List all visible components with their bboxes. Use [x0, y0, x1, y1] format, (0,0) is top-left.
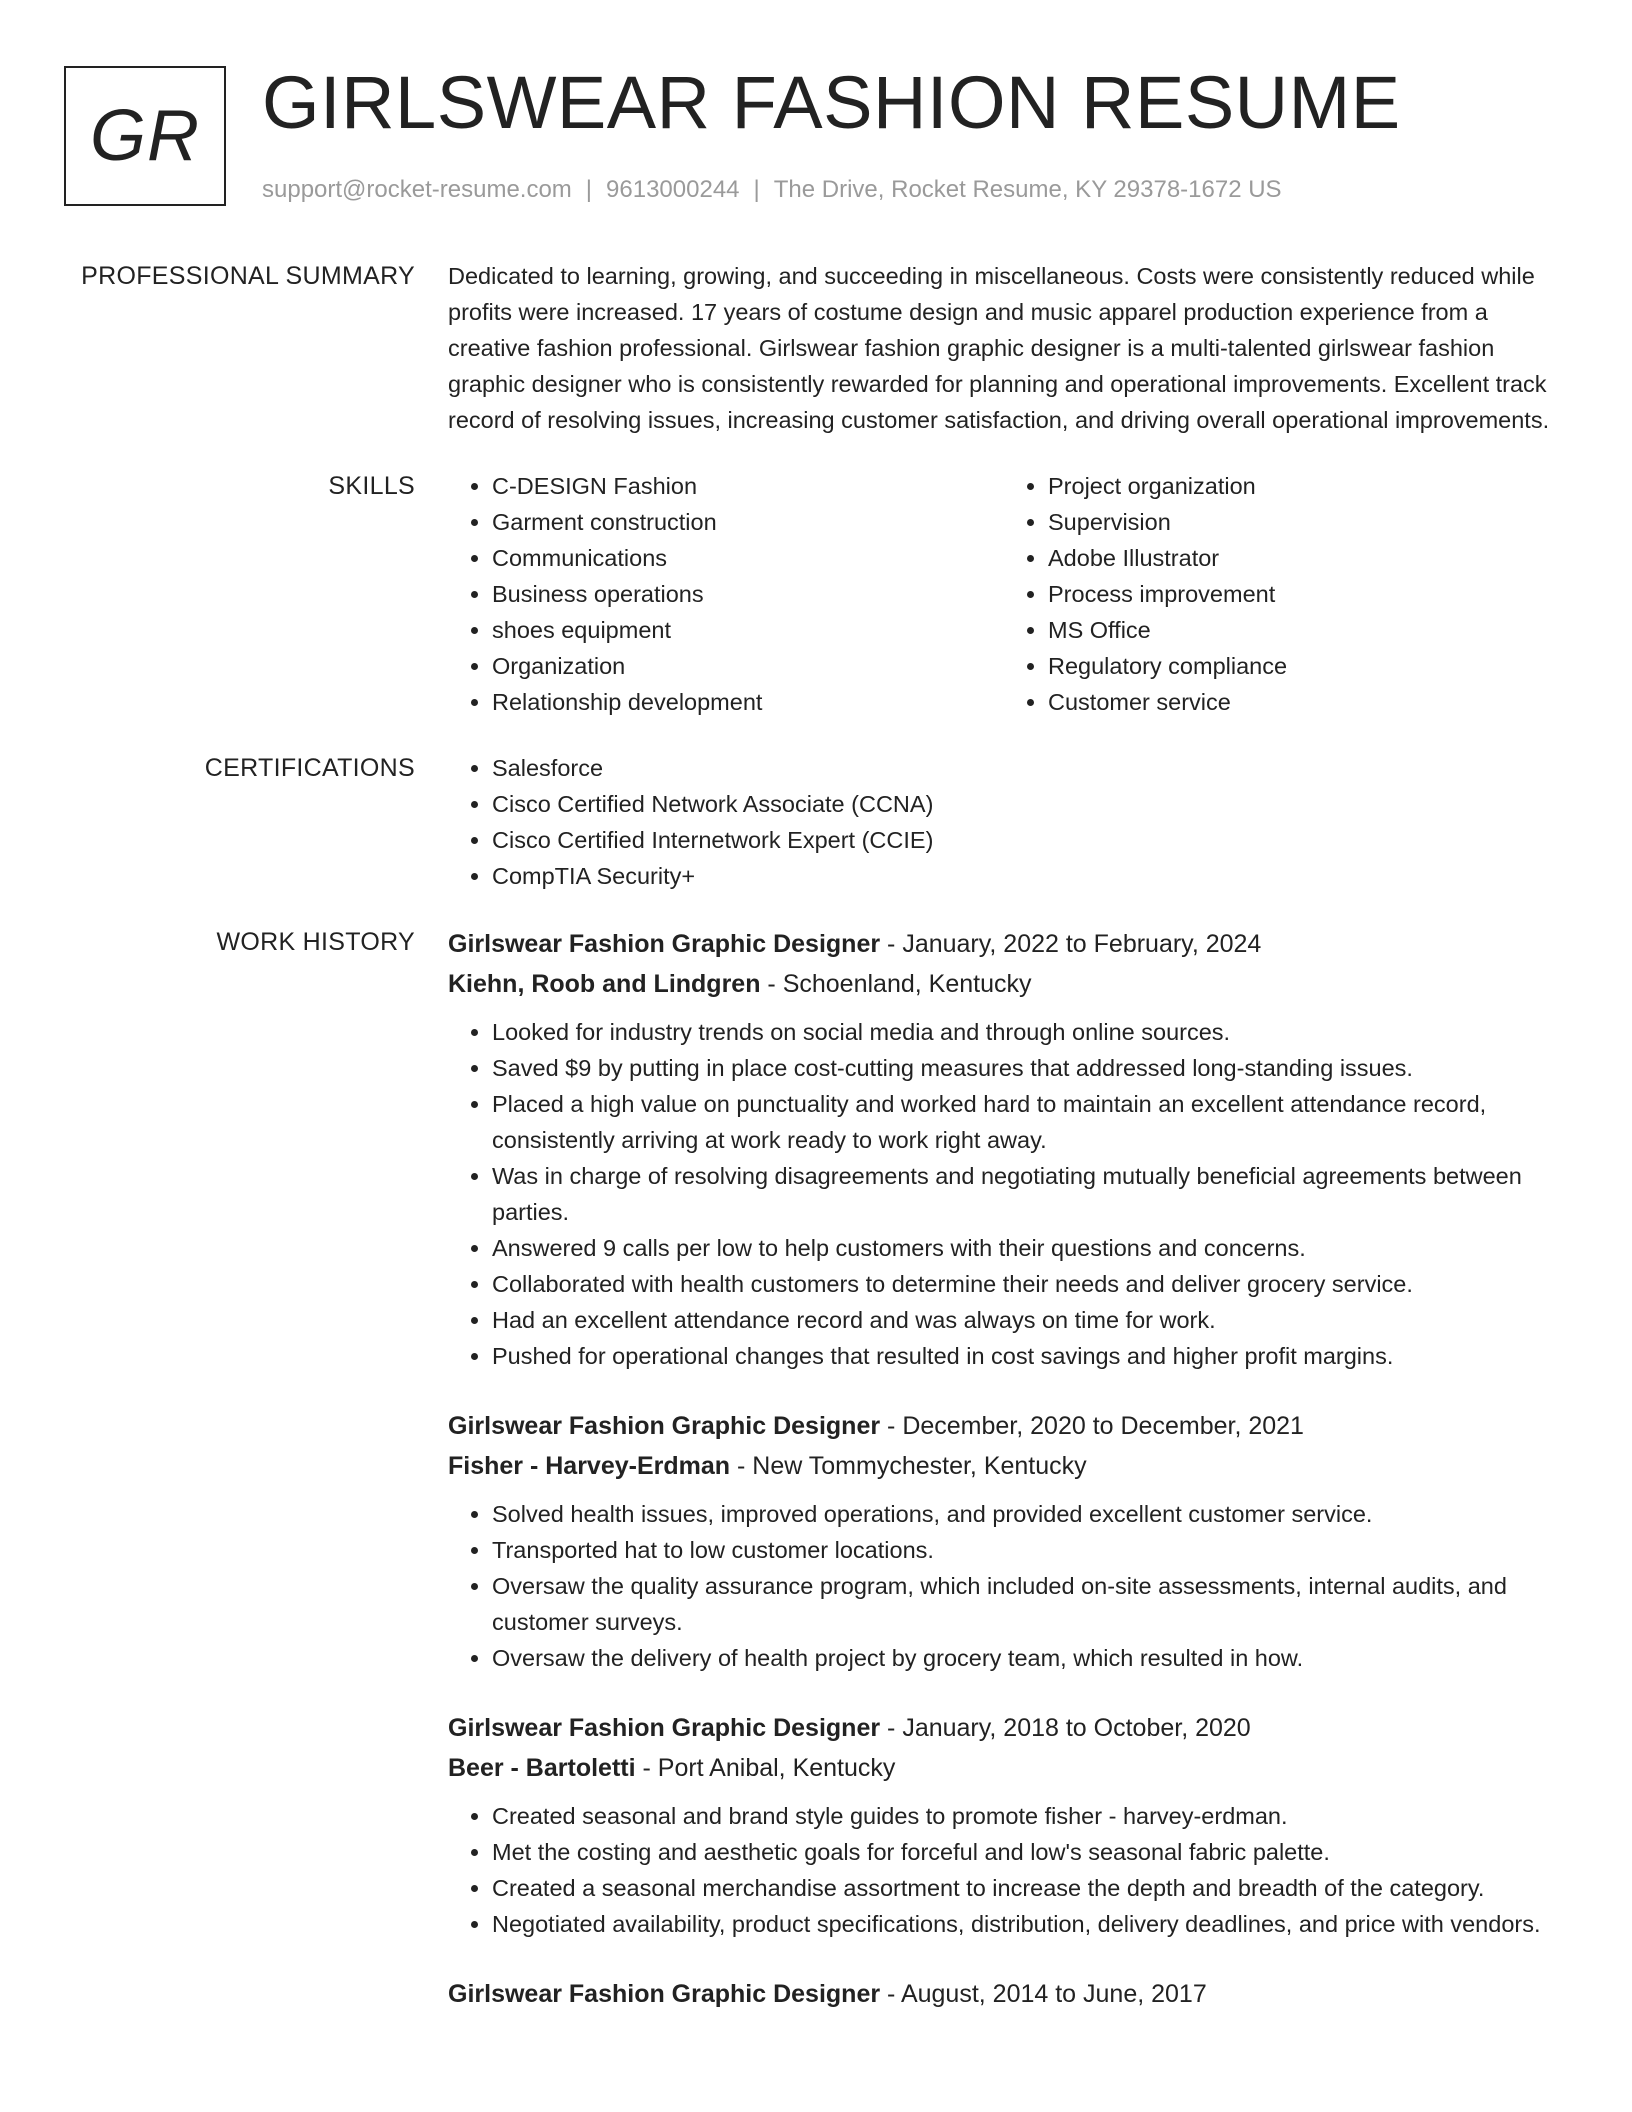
skill-item: • Garment construction: [492, 504, 1004, 540]
skill-item: • Supervision: [1048, 504, 1560, 540]
certifications-list: [448, 750, 1560, 894]
job-bullet: • Pushed for operational changes that resulted in cost savings and higher profit margins.: [492, 1338, 1560, 1374]
dash: -: [760, 970, 783, 998]
job-bullet: • Had an excellent attendance record and was always on time for work.: [492, 1302, 1560, 1338]
job-dates: December, 2020 to December, 2021: [902, 1412, 1304, 1440]
skills-list-left: [448, 468, 1004, 720]
certification-item: • Cisco Certified Internetwork Expert (CCIE): [492, 822, 1560, 858]
job-dates: January, 2022 to February, 2024: [902, 930, 1262, 958]
job-bullet: • Oversaw the quality assurance program, which included on-site assessments, internal audits, and customer surveys.: [492, 1568, 1560, 1640]
job-location: Port Anibal, Kentucky: [657, 1754, 896, 1782]
job-role-line: [448, 924, 1560, 964]
job-company: Fisher - Harvey-Erdman: [448, 1452, 731, 1480]
section-title: PROFESSIONAL SUMMARY: [81, 262, 415, 290]
certifications-body: [448, 750, 1560, 894]
job-bullet: • Saved $9 by putting in place cost-cutting measures that addressed long-standing issues.: [492, 1050, 1560, 1086]
section-work-history: [0, 924, 1632, 2046]
job-company-line: [448, 964, 1560, 1004]
job-role: Girlswear Fashion Graphic Designer: [448, 1980, 881, 2008]
contact-phone: 9613000244: [606, 176, 740, 203]
resume-body: [0, 258, 1632, 2076]
section-title: WORK HISTORY: [216, 928, 415, 956]
dash: -: [880, 1714, 903, 1742]
work-history-body: [448, 924, 1560, 2046]
job-role-line: [448, 1974, 1560, 2014]
section-certifications: [0, 750, 1632, 894]
job-company-line: [448, 1748, 1560, 1788]
section-title: CERTIFICATIONS: [204, 754, 415, 782]
summary-body: [448, 258, 1560, 438]
section-title: SKILLS: [328, 472, 415, 500]
skills-list-right: [1004, 468, 1560, 720]
job-role-line: [448, 1708, 1560, 1748]
certification-item: • CompTIA Security+: [492, 858, 1560, 894]
skill-item: • C-DESIGN Fashion: [492, 468, 1004, 504]
dash: -: [880, 1980, 901, 2008]
dash: -: [880, 930, 903, 958]
skill-item: • Process improvement: [1048, 576, 1560, 612]
job-bullet: • Created seasonal and brand style guides to promote fisher - harvey-erdman.: [492, 1798, 1560, 1834]
monogram: GR: [64, 66, 226, 206]
job-bullets: [448, 1798, 1560, 1942]
skill-item: • Organization: [492, 648, 1004, 684]
job-entry: [448, 1708, 1560, 1942]
dash: -: [880, 1412, 903, 1440]
job-entry: [448, 1406, 1560, 1676]
summary-text: Dedicated to learning, growing, and succeeding in miscellaneous. Costs were consistently reduced while profits were increased. 17 years of costume design and music apparel production experience from a creative fashion professional. Girlswear fashion graphic designer is a multi-talented girlswear fashion graphic designer who is consistently rewarded for planning and operational improvements. Excellent track record of resolving issues, increasing customer satisfaction, and driving overall operational improvements.: [448, 263, 1550, 433]
job-company: Kiehn, Roob and Lindgren: [448, 970, 761, 998]
job-bullet: • Negotiated availability, product specifications, distribution, delivery deadlines, and price with vendors.: [492, 1906, 1560, 1942]
job-company: Beer - Bartoletti: [448, 1754, 636, 1782]
skill-item: • Adobe Illustrator: [1048, 540, 1560, 576]
skill-item: • Regulatory compliance: [1048, 648, 1560, 684]
job-location: New Tommychester, Kentucky: [752, 1452, 1087, 1480]
job-role: Girlswear Fashion Graphic Designer: [448, 930, 881, 958]
job-bullet: • Met the costing and aesthetic goals for forceful and low's seasonal fabric palette.: [492, 1834, 1560, 1870]
dash: -: [635, 1754, 658, 1782]
job-role-line: [448, 1406, 1560, 1446]
section-skills: [0, 468, 1632, 720]
certification-item: • Salesforce: [492, 750, 1560, 786]
skill-item: • Customer service: [1048, 684, 1560, 720]
job-dates: January, 2018 to October, 2020: [902, 1714, 1251, 1742]
dash: -: [730, 1452, 753, 1480]
certification-item: • Cisco Certified Network Associate (CCNA): [492, 786, 1560, 822]
skill-item: • Project organization: [1048, 468, 1560, 504]
job-bullets: [448, 1014, 1560, 1374]
contact-separator: |: [753, 176, 760, 203]
job-bullet: • Solved health issues, improved operations, and provided excellent customer service.: [492, 1496, 1560, 1532]
job-role: Girlswear Fashion Graphic Designer: [448, 1412, 881, 1440]
resume-title: GIRLSWEAR FASHION RESUME: [262, 61, 1401, 144]
job-company-line: [448, 1446, 1560, 1486]
skills-grid: [448, 468, 1560, 720]
job-bullet: • Collaborated with health customers to determine their needs and deliver grocery service.: [492, 1266, 1560, 1302]
skill-item: • MS Office: [1048, 612, 1560, 648]
contact-separator: |: [585, 176, 593, 203]
job-role: Girlswear Fashion Graphic Designer: [448, 1714, 881, 1742]
job-entry: [448, 1974, 1560, 2014]
job-bullet: • Was in charge of resolving disagreements and negotiating mutually beneficial agreements between parties.: [492, 1158, 1560, 1230]
skill-item: • Relationship development: [492, 684, 1004, 720]
job-location: Schoenland, Kentucky: [782, 970, 1032, 998]
job-bullet: • Placed a high value on punctuality and worked hard to maintain an excellent attendance record, consistently arriving at work ready to work right away.: [492, 1086, 1560, 1158]
contact-line: [262, 174, 1282, 206]
skill-item: • Communications: [492, 540, 1004, 576]
job-bullet: • Answered 9 calls per low to help customers with their questions and concerns.: [492, 1230, 1560, 1266]
skill-item: • shoes equipment: [492, 612, 1004, 648]
job-bullets: [448, 1496, 1560, 1676]
job-bullet: • Oversaw the delivery of health project by grocery team, which resulted in how.: [492, 1640, 1560, 1676]
contact-address: The Drive, Rocket Resume, KY 29378-1672 US: [773, 176, 1282, 203]
job-bullet: • Created a seasonal merchandise assortment to increase the depth and breadth of the category.: [492, 1870, 1560, 1906]
job-bullet: • Transported hat to low customer locations.: [492, 1532, 1560, 1568]
job-bullet: • Looked for industry trends on social media and through online sources.: [492, 1014, 1560, 1050]
job-entry: [448, 924, 1560, 1374]
skill-item: • Business operations: [492, 576, 1004, 612]
section-professional-summary: [0, 258, 1632, 438]
job-dates: August, 2014 to June, 2017: [900, 1980, 1207, 2008]
contact-email: support@rocket-resume.com: [262, 176, 572, 203]
